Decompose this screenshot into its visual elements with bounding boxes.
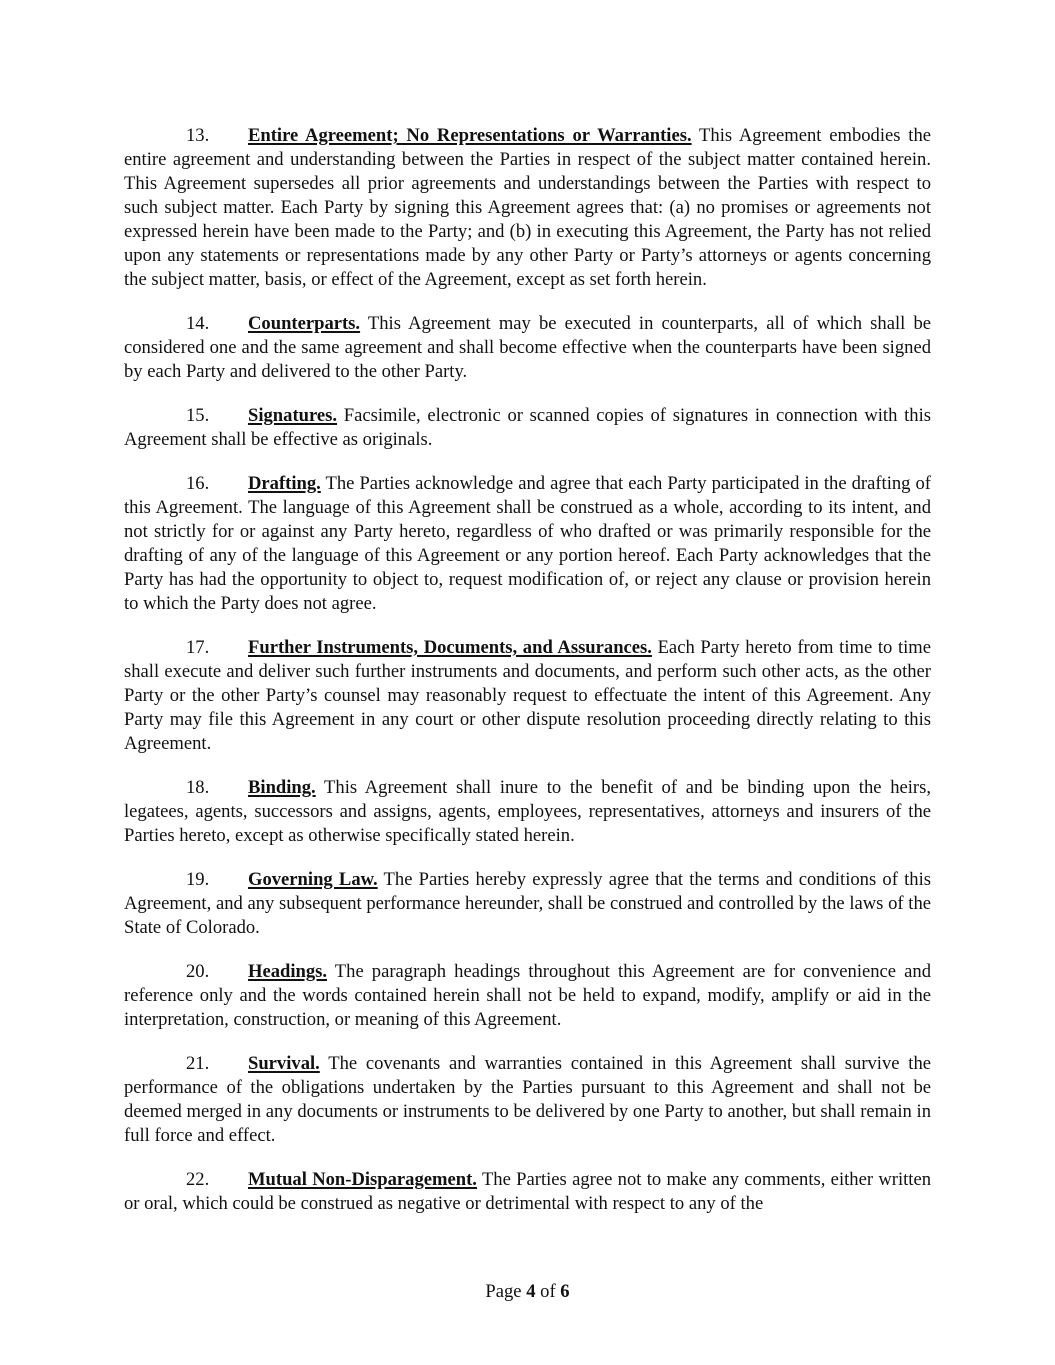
section-number: 19.: [186, 869, 210, 890]
section-16: [124, 472, 931, 616]
document-page: [124, 124, 931, 1236]
section-text: The paragraph headings throughout this Agreement are for convenience and reference only and the words contained herein shall not be held to expand, modify, amplify or aid in the interpretation, construction, or meaning of this Agreement.: [124, 961, 931, 1030]
section-heading: Mutual Non-Disparagement.: [248, 1169, 477, 1190]
section-number: 18.: [186, 777, 210, 798]
section-number: 22.: [186, 1169, 210, 1190]
section-13: [124, 124, 931, 292]
section-number: 14.: [186, 313, 210, 334]
section-text: This Agreement embodies the entire agreement and understanding between the Parties in respect of the subject matter contained herein. This Agreement supersedes all prior agreements and understandings between the Parties with respect to such subject matter. Each Party by signing this Agreement agrees that: (a) no promises or agreements not expressed herein have been made to the Party; and (b) in executing this Agreement, the Party has not relied upon any statements or representations made by any other Party or Party’s attorneys or agents concerning the subject matter, basis, or effect of the Agreement, except as set forth herein.: [124, 125, 931, 290]
section-heading: Further Instruments, Documents, and Assurances.: [248, 637, 652, 658]
section-text: This Agreement may be executed in counterparts, all of which shall be considered one and the same agreement and shall become effective when the counterparts have been signed by each Party and delivered to the other Party.: [124, 313, 931, 382]
section-15: [124, 404, 931, 452]
section-20: [124, 960, 931, 1032]
section-number: 13.: [186, 125, 210, 146]
section-text: Facsimile, electronic or scanned copies of signatures in connection with this Agreement shall be effective as originals.: [124, 405, 931, 450]
section-number: 21.: [186, 1053, 210, 1074]
section-number: 16.: [186, 473, 210, 494]
section-text: Each Party hereto from time to time shall execute and deliver such further instruments and documents, and perform such other acts, as the other Party or the other Party’s counsel may reasonably request to effectuate the intent of this Agreement. Any Party may file this Agreement in any court or other dispute resolution proceeding directly relating to this Agreement.: [124, 637, 931, 754]
section-17: [124, 636, 931, 756]
section-number: 17.: [186, 637, 210, 658]
section-heading: Governing Law.: [248, 869, 378, 890]
section-19: [124, 868, 931, 940]
page-of-label: of: [535, 1281, 561, 1302]
section-14: [124, 312, 931, 384]
section-18: [124, 776, 931, 848]
current-page-number: 4: [526, 1281, 536, 1302]
section-number: 15.: [186, 405, 210, 426]
section-heading: Headings.: [248, 961, 328, 982]
page-footer: [0, 1280, 1055, 1304]
section-heading: Entire Agreement; No Representations or Warranties.: [248, 125, 692, 146]
section-21: [124, 1052, 931, 1148]
section-22: [124, 1168, 931, 1216]
section-text: The Parties agree not to make any comments, either written or oral, which could be construed as negative or detrimental with respect to any of the: [124, 1169, 931, 1214]
section-number: 20.: [186, 961, 210, 982]
section-text: The Parties acknowledge and agree that each Party participated in the drafting of this Agreement. The language of this Agreement shall be construed as a whole, according to its intent, and not strictly for or against any Party hereto, regardless of who drafted or was primarily responsible for the drafting of any of the language of this Agreement or any portion hereof. Each Party acknowledges that the Party has had the opportunity to object to, request modification of, or reject any clause or provision herein to which the Party does not agree.: [124, 473, 931, 614]
section-heading: Survival.: [248, 1053, 320, 1074]
section-heading: Drafting.: [248, 473, 321, 494]
section-heading: Counterparts.: [248, 313, 361, 334]
section-text: This Agreement shall inure to the benefit of and be binding upon the heirs, legatees, agents, successors and assigns, agents, employees, representatives, attorneys and insurers of the Parties hereto, except as otherwise specifically stated herein.: [124, 777, 931, 846]
section-text: The Parties hereby expressly agree that the terms and conditions of this Agreement, and any subsequent performance hereunder, shall be construed and controlled by the laws of the State of Colorado.: [124, 869, 931, 938]
total-page-count: 6: [560, 1281, 570, 1302]
page-label: Page: [485, 1281, 527, 1302]
section-heading: Signatures.: [248, 405, 338, 426]
section-text: The covenants and warranties contained in this Agreement shall survive the performance of the obligations undertaken by the Parties pursuant to this Agreement and shall not be deemed merged in any documents or instruments to be delivered by one Party to another, but shall remain in full force and effect.: [124, 1053, 931, 1146]
section-heading: Binding.: [248, 777, 316, 798]
